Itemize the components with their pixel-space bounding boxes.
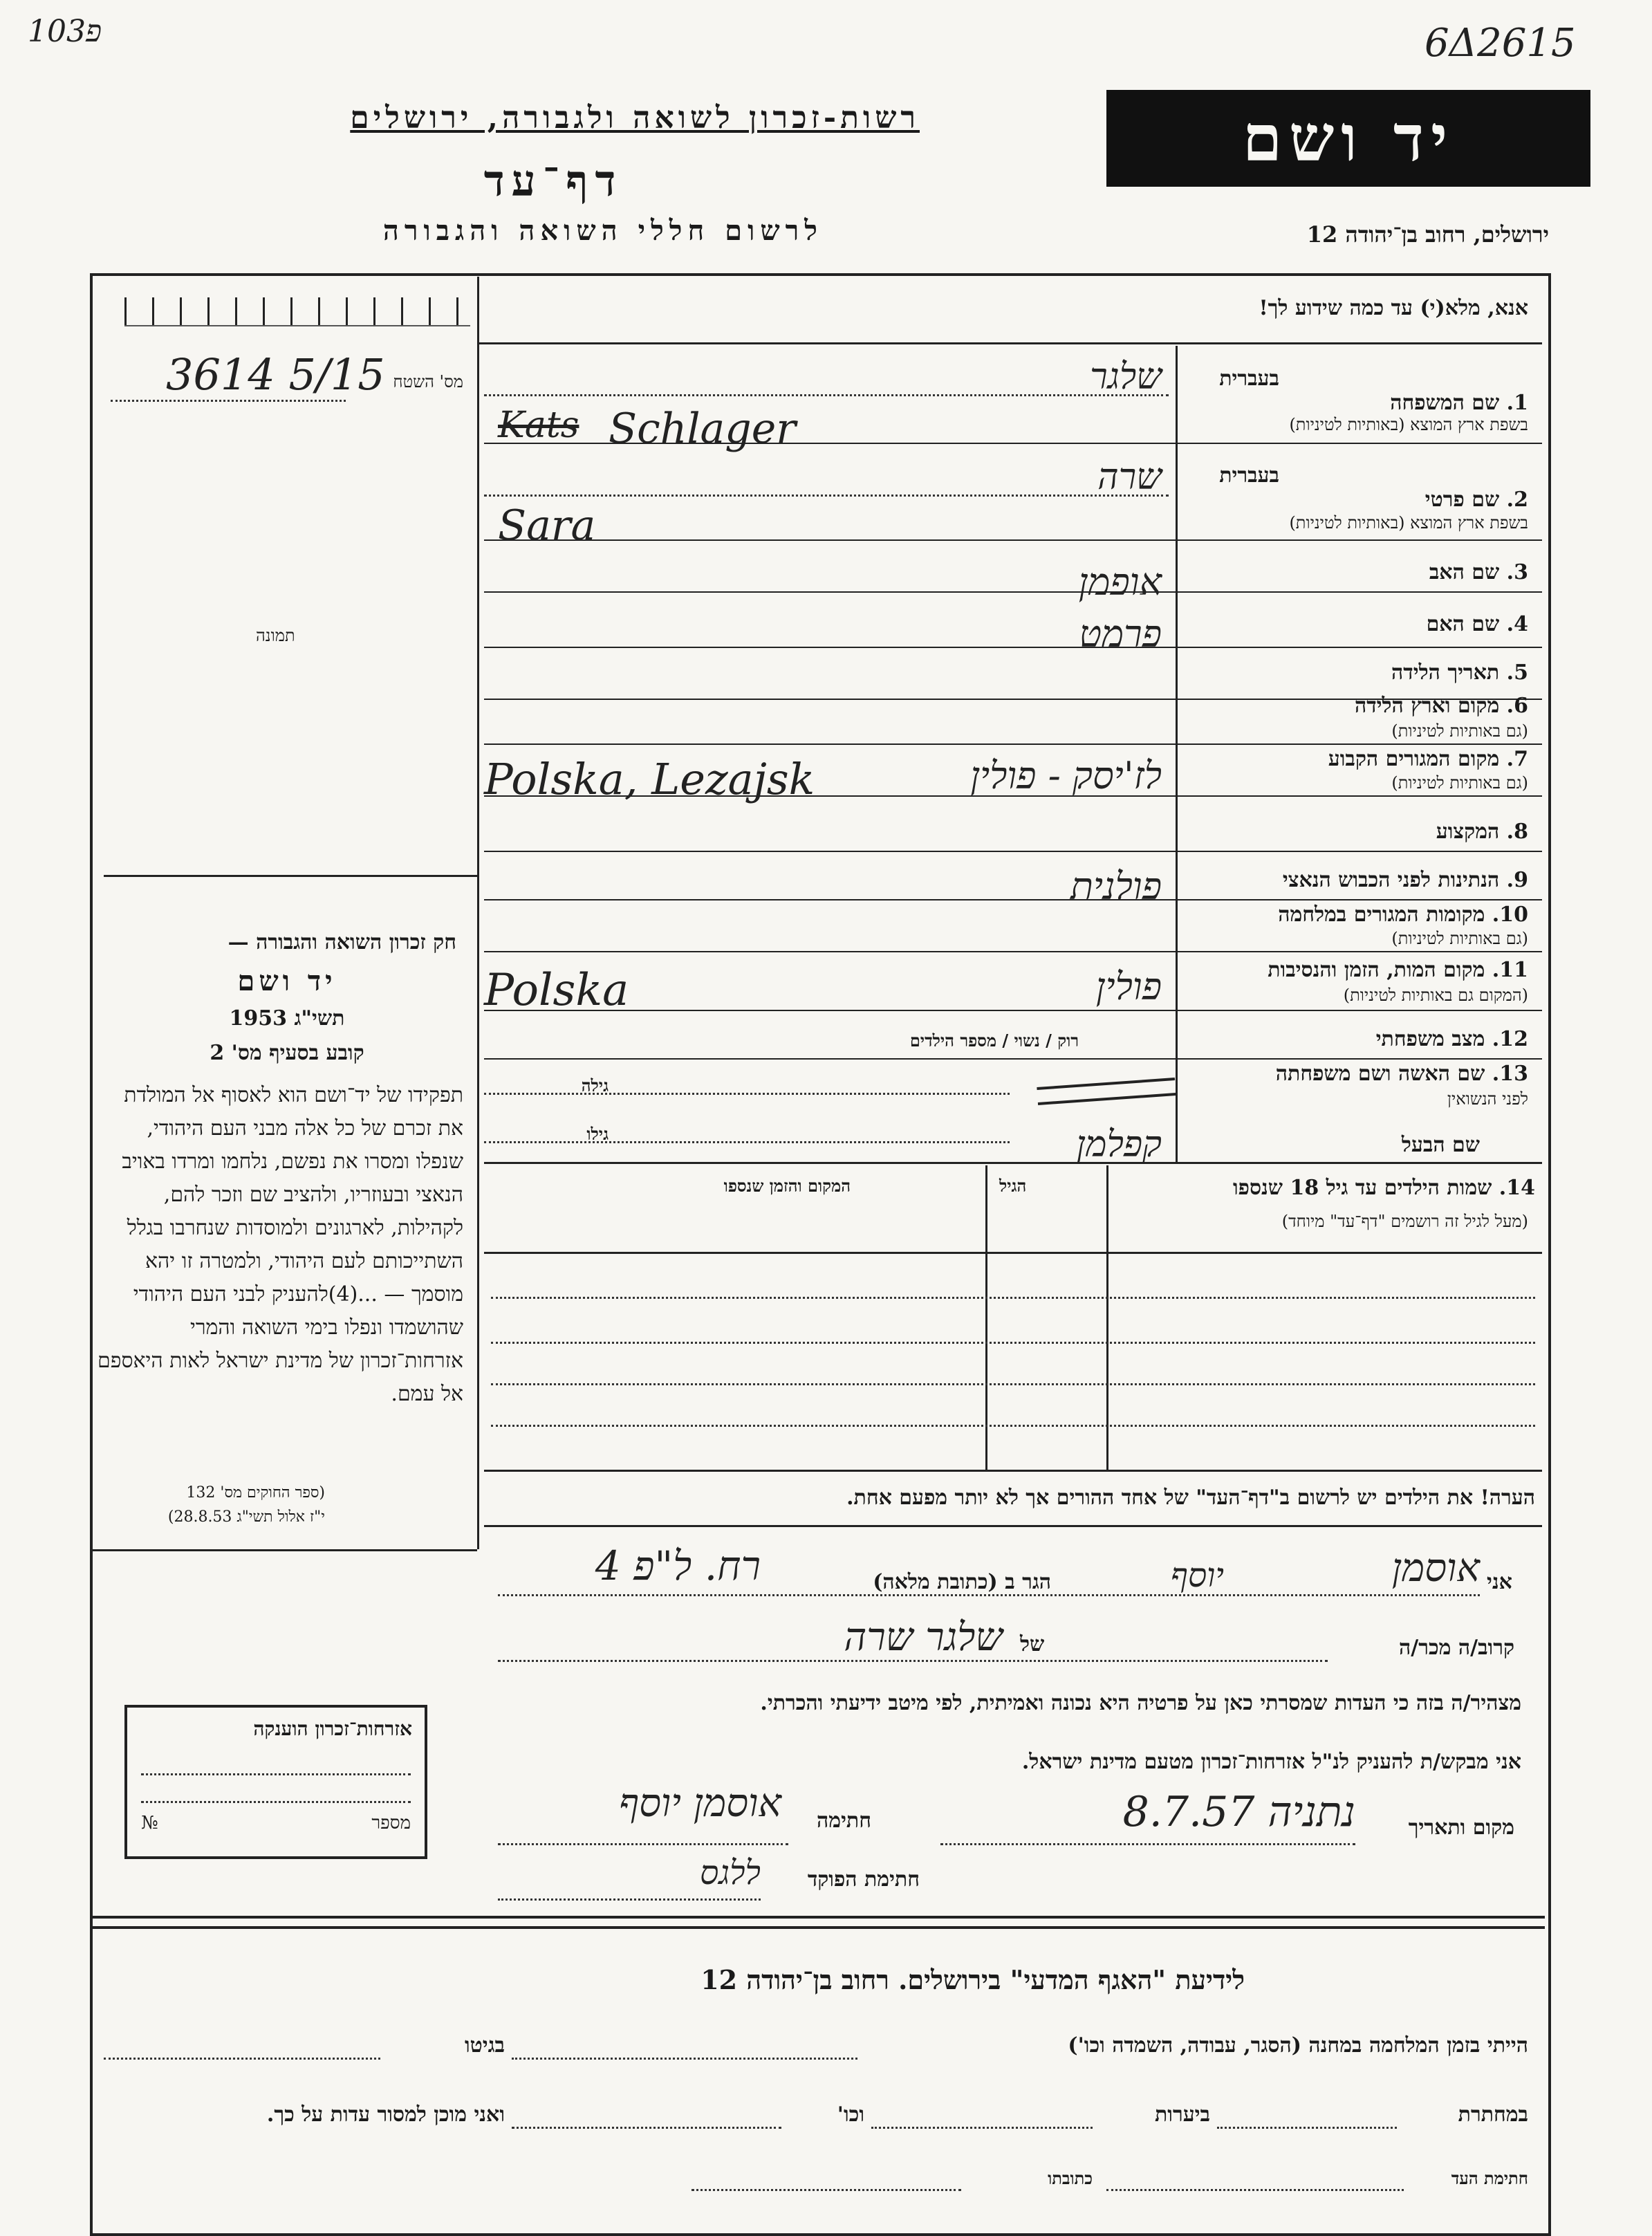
footer-witness-address: כתובתו [1048, 2168, 1093, 2188]
declarant-address: רח. ל"פ 4 [595, 1542, 761, 1589]
field-wartime-residence-label: 10. מקומות המגורים במלחמה [1278, 903, 1528, 927]
children-label: 14. שמות הילדים עד גיל 18 שנספו [1232, 1176, 1535, 1200]
field-given-name-label: 2. שם פרטי [1424, 488, 1528, 512]
form-subtitle: לרשום חללי השואה והגבורה [382, 214, 823, 247]
field-spouse-label: 13. שם האשה ושם משפחתה [1275, 1062, 1528, 1086]
box-title: אזרחות־זכרון הוענקה [253, 1717, 412, 1740]
decl-relative-label: קרוב/ה מכר/ה [1399, 1636, 1514, 1660]
field-husband-label: שם הבעל [1401, 1133, 1480, 1157]
value-father-name: אופמן [1078, 560, 1162, 604]
value-mother-name: פרמט [1079, 612, 1162, 656]
value-given-hebrew: שרה [1097, 456, 1162, 498]
sidebar-ruler [124, 297, 470, 326]
yad-vashem-logo: יד ושם [1106, 90, 1590, 187]
value-residence-latin: Polska, Lezajsk [484, 754, 815, 804]
archive-mark: 103פ [28, 14, 102, 49]
law-reference-1: (ספר החוקים מס' 132 [186, 1484, 325, 1502]
field-death-label: 11. מקום המות, הזמן והנסיבות [1268, 958, 1528, 982]
photo-placeholder: תמונה [256, 626, 295, 645]
field-residence-sub: (גם באותיות לטיניות) [1391, 773, 1528, 793]
children-sub: (מעל לגיל זה רושמים "דף־עד" מיוחד) [1281, 1212, 1528, 1231]
field-wartime-residence-sub: (גם באותיות לטיניות) [1391, 929, 1528, 948]
place-date-label: מקום ותאריך [1408, 1815, 1514, 1840]
file-number-label: מס' השטח [393, 372, 463, 391]
form-title: דף־עד [483, 156, 623, 206]
law-reference-2: י"ז אלול תשי"ג 28.8.53) [167, 1508, 325, 1526]
children-note: הערה! את הילדים יש לרשום ב"דף־העד" של אחד ההורים אך לא יותר מפעם אחת. [846, 1486, 1535, 1510]
field-citizenship-label: 9. הנתינות לפני הכבוש הנאצי [1282, 868, 1528, 892]
value-surname-struck: Kats [498, 405, 579, 446]
decl-i: אני [1487, 1570, 1512, 1594]
value-death-hebrew: פולין [1095, 965, 1162, 1008]
field-profession-label: 8. המקצוע [1436, 820, 1528, 844]
husband-age-label: גילו [586, 1124, 609, 1144]
footer-line1-b: בגיטו [464, 2033, 505, 2058]
officer-signature-label: חתימת הפוקד [807, 1867, 920, 1892]
field-father-label: 3. שם האב [1429, 560, 1528, 584]
declarant-signature: אוסמן יוסף [619, 1781, 781, 1826]
footer-line1-a: הייתי בזמן המלחמה במחנה (הסגר, עבודה, השמדה וכו') [1068, 2033, 1528, 2058]
children-col-age: הגיל [999, 1176, 1027, 1196]
value-husband-name: קפלמן [1076, 1124, 1162, 1165]
value-death-latin: Polska [484, 965, 629, 1016]
field-death-sub: (המקום גם באותיות לטיניות) [1343, 986, 1528, 1005]
value-given-latin: Sara [498, 501, 596, 550]
footer-witness-signature: חתימת העד [1451, 2168, 1528, 2188]
law-name: יד ושם [237, 965, 337, 997]
field-marital-label: 12. מצב משפחתי [1375, 1027, 1528, 1051]
footer-line2-c: וכו' [837, 2103, 864, 2127]
declarant-surname: אוסמן [1391, 1546, 1480, 1591]
field-birth-place-sub: (גם באותיות לטיניות) [1391, 721, 1528, 741]
institution-address: ירושלים, רחוב בן־יהודה 12 [1306, 221, 1549, 248]
value-surname-hebrew: שלגר [1090, 356, 1162, 398]
field-birth-date-label: 5. תאריך הלידה [1391, 660, 1528, 685]
place-date-value: נתניה 8.7.57 [1122, 1788, 1355, 1836]
field-spouse-sub: לפני הנשואין [1447, 1089, 1528, 1109]
declarant-given: יוסף [1170, 1556, 1224, 1595]
box-no-symbol: № [141, 1813, 158, 1833]
field-surname-label: 1. שם המשפחה [1390, 391, 1528, 415]
authority-name: רשות-זכרון לשואה ולגבורה, ירושלים [350, 100, 920, 136]
field-mother-label: 4. שם האם [1426, 612, 1528, 636]
value-surname-latin: Schlager [609, 405, 796, 453]
citizenship-granted-box [124, 1705, 427, 1859]
signature-label: חתימה [817, 1809, 871, 1833]
field-residence-label: 7. מקום המגורים הקבוע [1328, 747, 1528, 771]
decl-statement: מצהיר/ה בזה כי העדות שמסרתי כאן על פרטיה היא נכונה ואמיתית, לפי מיטב ידיעתי והכרתי. [760, 1691, 1521, 1715]
decl-resides-label: הגר ב (כתובת מלאה) [873, 1570, 1051, 1594]
footer-line2-d: ואני מוכן למסור עדות על כך. [266, 2103, 505, 2127]
wife-age-label: גילה [581, 1075, 609, 1096]
label-hebrew-1: בעברית [1219, 367, 1279, 391]
footer-info: לידיעת "האגף המדעי" בירושלים. רחוב בן־יהודה 12 [700, 1964, 1245, 1995]
marital-options: רוק / נשוי / מספר הילדים [909, 1031, 1079, 1051]
law-text: תפקידו של יד־ושם הוא לאסוף אל המולדת את זכרם של כל אלה מבני העם היהודי, שנפלו ומסרו את נפשם, נלחמו ומרדו באויב הנאצי ובעוזריו, ולהציב שם וזכר להם, לקהילות, לארגונים ולמוסדות שנחרבו בגלל השתייכותם לעם היהודי, ולמטרה זו יהא מוסמך — ...(4)להעניק לבני העם היהודי שהושמדו ונפלו בימי השואה והמרי אזרחות־זכרון של מדינת ישראל לאות היאספם אל עמם. [98, 1083, 463, 1406]
decl-request: אני מבקש/ת להעניק לנ"ל אזרחות־זכרון מטעם מדינת ישראל. [1021, 1750, 1521, 1774]
intro-instruction: אנא, מלא(י) עד כמה שידוע לך! [1259, 296, 1528, 320]
value-residence-hebrew: לז'יסק - פולין [970, 754, 1162, 797]
field-given-latin-label: בשפת ארץ המוצא (באותיות לטיניות) [1289, 513, 1528, 533]
footer-line2-b: ביערות [1154, 2103, 1210, 2127]
value-citizenship: פולנית [1070, 865, 1162, 908]
file-number-mark: 6Δ2615 [1424, 21, 1576, 66]
decl-of-name: שלגר שרה [844, 1615, 1003, 1660]
law-title: חק זכרון השואה והגבורה — [228, 930, 456, 954]
label-hebrew-2: בעברית [1219, 463, 1279, 488]
decl-of-label: של [1020, 1632, 1045, 1656]
footer-line2-a: במחתרת [1458, 2103, 1528, 2127]
field-birth-place-label: 6. מקום וארץ הלידה [1354, 694, 1528, 718]
law-year: תשי"ג 1953 [229, 1006, 345, 1031]
box-number-label: מספר [371, 1813, 411, 1833]
file-number-value: 3614 5/15 [166, 349, 385, 400]
law-section: קובע בסעיף מס' 2 [210, 1041, 364, 1065]
children-col-place: המקום והזמן שנספו [723, 1176, 851, 1196]
officer-signature: ללגס [699, 1854, 761, 1892]
field-surname-latin-label: בשפת ארץ המוצא (באותיות לטיניות) [1289, 415, 1528, 434]
